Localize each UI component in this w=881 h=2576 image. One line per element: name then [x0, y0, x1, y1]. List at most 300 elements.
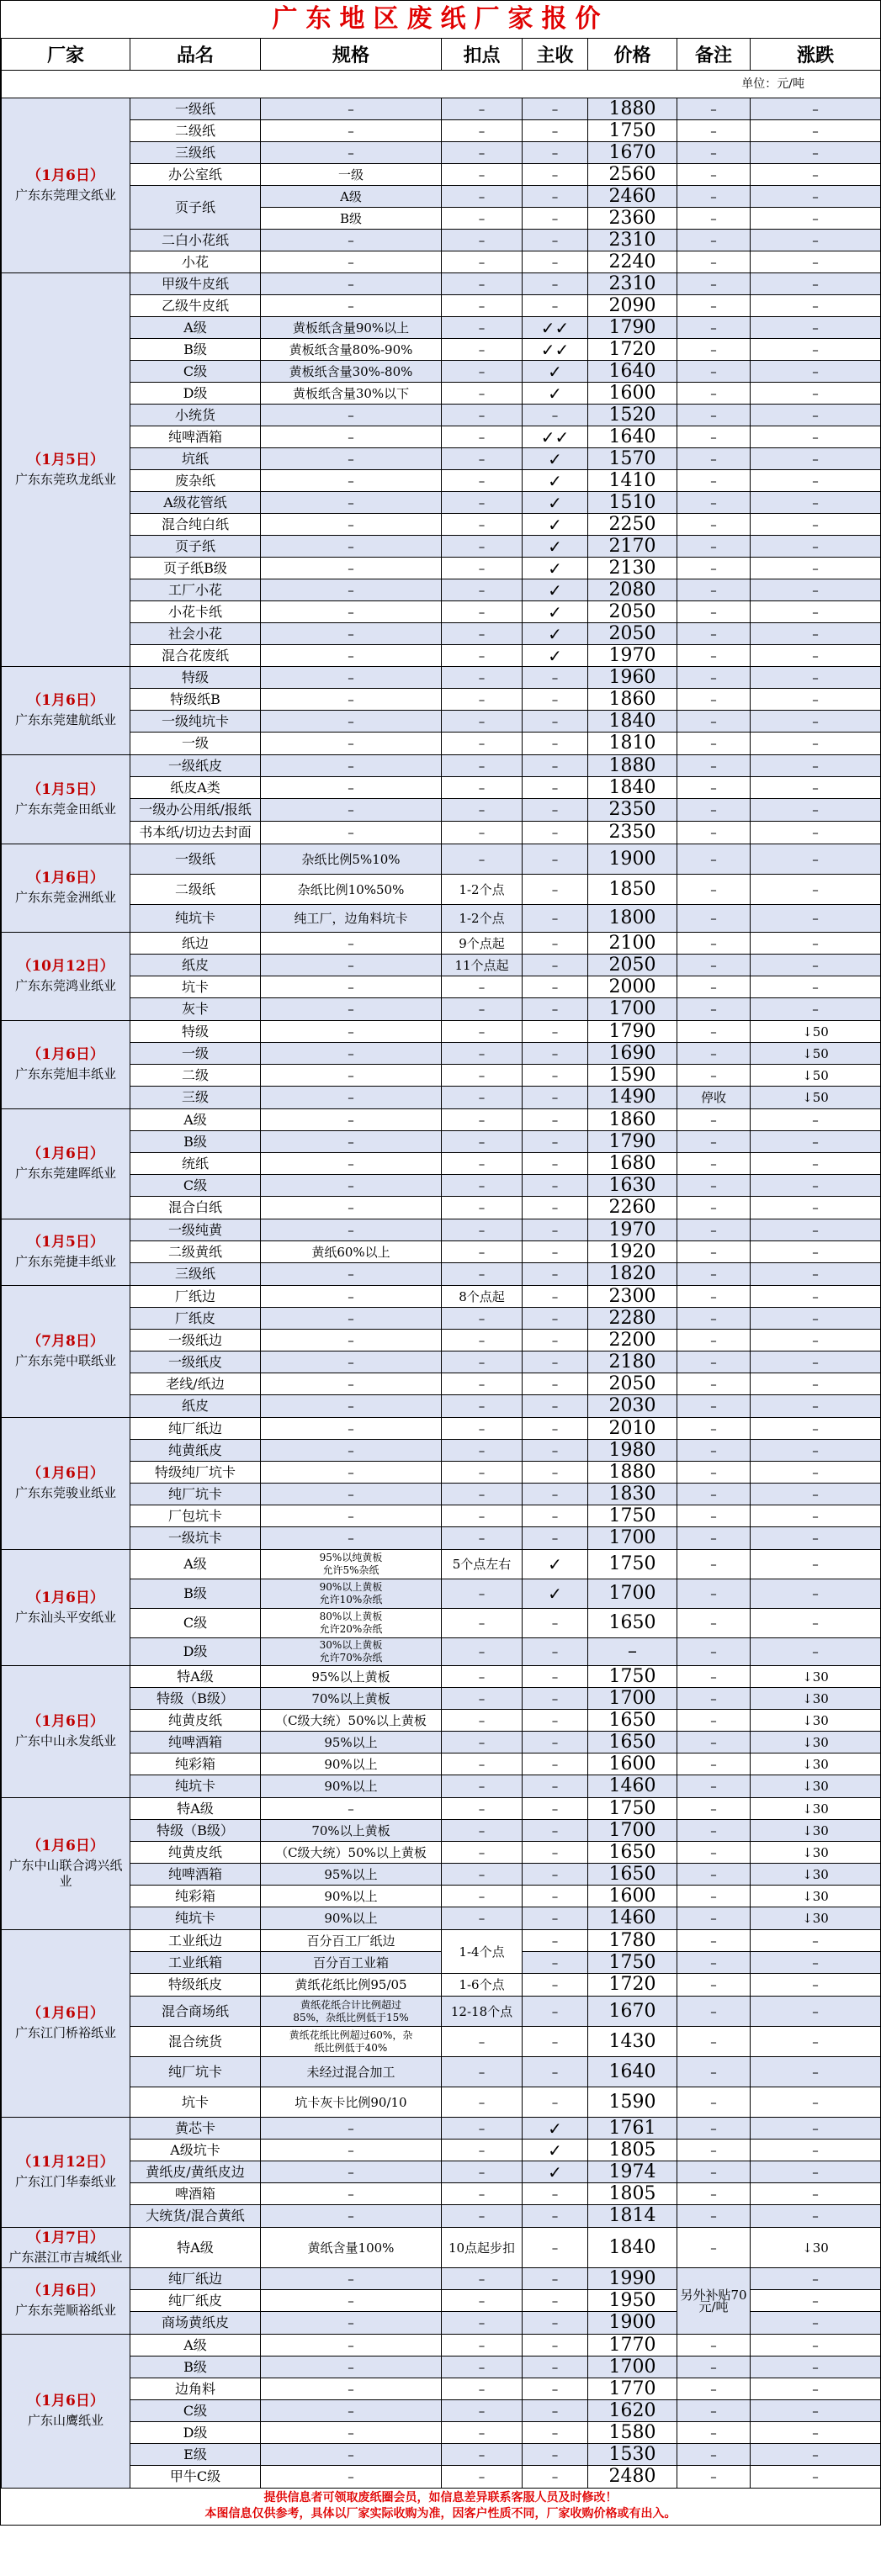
deduction: –	[442, 1688, 523, 1710]
deduction: –	[442, 1395, 523, 1418]
product-name: 特A级	[130, 1798, 261, 1820]
main-purchase: –	[523, 1219, 588, 1241]
deduction: –	[442, 230, 523, 251]
main-purchase: –	[523, 1286, 588, 1308]
table-row	[2, 1666, 881, 1688]
price: 2560	[588, 164, 677, 186]
header-row	[2, 39, 881, 71]
table-row	[2, 1907, 881, 1930]
price: 1640	[588, 361, 677, 383]
main-purchase: ✓	[523, 448, 588, 470]
price: 1770	[588, 2378, 677, 2400]
deduction: –	[442, 2268, 523, 2290]
table-row	[2, 1820, 881, 1842]
product-name: B级	[130, 1131, 261, 1153]
product-name: 二级纸	[130, 120, 261, 142]
table-row	[2, 120, 881, 142]
product-name: 一级纸皮	[130, 755, 261, 777]
price: 1460	[588, 1775, 677, 1798]
price: 1960	[588, 667, 677, 689]
product-name: A级花管纸	[130, 492, 261, 514]
price: 1920	[588, 1241, 677, 1263]
spec: （C级大统）50%以上黄板	[261, 1842, 442, 1864]
table-row	[2, 1241, 881, 1263]
main-purchase: ✓	[523, 470, 588, 492]
table-row	[2, 933, 881, 955]
table-row	[2, 1351, 881, 1373]
remark: –	[677, 361, 751, 383]
price-change: ↓50	[751, 1043, 881, 1065]
price-change: ↓50	[751, 1021, 881, 1043]
price-change: –	[751, 2118, 881, 2140]
main-purchase: ✓	[523, 536, 588, 558]
table-row	[2, 1395, 881, 1418]
main-purchase: ✓	[523, 2118, 588, 2140]
price: 2050	[588, 1373, 677, 1395]
remark: –	[677, 1638, 751, 1666]
table-row	[2, 1197, 881, 1219]
main-purchase: –	[523, 1710, 588, 1732]
deduction: –	[442, 1798, 523, 1820]
factory-date: （1月6日）	[27, 870, 104, 886]
factory-date: （1月6日）	[27, 2393, 104, 2409]
price: 2180	[588, 1351, 677, 1373]
price-change: –	[751, 2422, 881, 2444]
factory-name: 广东东莞骏业纸业	[14, 1485, 116, 1500]
remark: –	[677, 1131, 751, 1153]
deduction: –	[442, 2444, 523, 2466]
remark: –	[677, 1732, 751, 1753]
table-row	[2, 2140, 881, 2161]
main-purchase: –	[523, 844, 588, 875]
table-row	[2, 1043, 881, 1065]
remark: –	[677, 1974, 751, 1997]
price-change: –	[751, 1109, 881, 1131]
table-row	[2, 1175, 881, 1197]
spec: –	[261, 251, 442, 273]
deduction: –	[442, 579, 523, 601]
price: 1840	[588, 711, 677, 733]
deduction: –	[442, 2140, 523, 2161]
price: 1670	[588, 142, 677, 164]
product-name: 纸皮A类	[130, 777, 261, 799]
product-name: 厂纸边	[130, 1286, 261, 1308]
main-purchase: –	[523, 1527, 588, 1550]
table-row	[2, 2378, 881, 2400]
remark: –	[677, 448, 751, 470]
factory-date: （7月8日）	[27, 1333, 104, 1350]
spec: 坑卡灰卡比例90/10	[261, 2087, 442, 2118]
product-name: 统纸	[130, 1153, 261, 1175]
price: 1600	[588, 383, 677, 405]
main-purchase: ✓	[523, 383, 588, 405]
price-change: –	[751, 799, 881, 822]
factory-cell	[2, 755, 130, 844]
deduction: 12-18个点	[442, 1997, 523, 2027]
main-purchase: –	[523, 1131, 588, 1153]
factory-cell	[2, 2335, 130, 2489]
main-purchase: ✓✓	[523, 317, 588, 339]
product-name: C级	[130, 1175, 261, 1197]
main-purchase: ✓	[523, 623, 588, 645]
deduction: –	[442, 405, 523, 426]
spec: –	[261, 536, 442, 558]
main-purchase: –	[523, 1462, 588, 1484]
remark: –	[677, 1842, 751, 1864]
table-row	[2, 2335, 881, 2356]
spec: 90%以上	[261, 1907, 442, 1930]
remark: –	[677, 579, 751, 601]
price-change: –	[751, 1175, 881, 1197]
price-change: ↓50	[751, 1087, 881, 1109]
price-change: –	[751, 1440, 881, 1462]
remark: –	[677, 2228, 751, 2268]
price-change: –	[751, 1351, 881, 1373]
price-change: ↓30	[751, 1732, 881, 1753]
factory-cell	[2, 1109, 130, 1219]
factory-cell	[2, 1550, 130, 1666]
price: 2030	[588, 1395, 677, 1418]
price-change: ↓30	[751, 1666, 881, 1688]
spec: –	[261, 1263, 442, 1286]
table-row	[2, 1505, 881, 1527]
price-change: –	[751, 1197, 881, 1219]
spec: 70%以上黄板	[261, 1688, 442, 1710]
price-change: –	[751, 2378, 881, 2400]
spec: –	[261, 2268, 442, 2290]
price: 1850	[588, 875, 677, 905]
remark: –	[677, 1907, 751, 1930]
price: 1700	[588, 1579, 677, 1609]
deduction: –	[442, 1886, 523, 1907]
deduction: –	[442, 536, 523, 558]
deduction: –	[442, 1153, 523, 1175]
price-change: –	[751, 2205, 881, 2228]
deduction: –	[442, 1907, 523, 1930]
main-purchase: –	[523, 955, 588, 976]
spec: –	[261, 711, 442, 733]
spec: –	[261, 405, 442, 426]
main-purchase: –	[523, 2027, 588, 2057]
remark: –	[677, 1952, 751, 1974]
price: 1630	[588, 1175, 677, 1197]
factory-name: 广东东莞理文纸业	[14, 187, 116, 203]
price: 1970	[588, 645, 677, 667]
deduction: –	[442, 1666, 523, 1688]
price-change: –	[751, 317, 881, 339]
price: 1650	[588, 1864, 677, 1886]
deduction: –	[442, 601, 523, 623]
remark: –	[677, 799, 751, 822]
price-change: ↓30	[751, 1710, 881, 1732]
spec: –	[261, 1798, 442, 1820]
main-purchase: ✓	[523, 361, 588, 383]
price: 1900	[588, 844, 677, 875]
deduction: –	[442, 1820, 523, 1842]
table-row	[2, 799, 881, 822]
price: 2480	[588, 2466, 677, 2489]
price: –	[588, 1638, 677, 1666]
product-name: 一级	[130, 733, 261, 755]
product-name: C级	[130, 2400, 261, 2422]
product-name: 纯厂坑卡	[130, 2057, 261, 2087]
factory-date: （11月12日）	[17, 2154, 114, 2171]
deduction: –	[442, 361, 523, 383]
product-name: 纯啤酒箱	[130, 1864, 261, 1886]
product-name: 纯坑卡	[130, 1775, 261, 1798]
spec: –	[261, 579, 442, 601]
product-name: C级	[130, 1609, 261, 1638]
price: 1590	[588, 2087, 677, 2118]
price: 1580	[588, 2422, 677, 2444]
main-purchase: –	[523, 1798, 588, 1820]
product-name: 边角料	[130, 2378, 261, 2400]
deduction: –	[442, 976, 523, 998]
product-name: 页子纸	[130, 186, 261, 230]
main-purchase: –	[523, 1820, 588, 1842]
table-row	[2, 1219, 881, 1241]
remark: –	[677, 295, 751, 317]
main-purchase: –	[523, 1638, 588, 1666]
price-change: –	[751, 273, 881, 295]
table-row	[2, 2400, 881, 2422]
price: 1790	[588, 317, 677, 339]
product-name: 小统货	[130, 405, 261, 426]
deduction: –	[442, 1527, 523, 1550]
deduction: –	[442, 2335, 523, 2356]
price-change: –	[751, 295, 881, 317]
deduction: –	[442, 514, 523, 536]
main-purchase: –	[523, 1153, 588, 1175]
main-purchase: –	[523, 711, 588, 733]
product-name: A级	[130, 2335, 261, 2356]
price: 1790	[588, 1021, 677, 1043]
spec: –	[261, 2140, 442, 2161]
table-row	[2, 295, 881, 317]
remark: –	[677, 1021, 751, 1043]
table-row	[2, 1710, 881, 1732]
price: 1990	[588, 2268, 677, 2290]
table-row	[2, 448, 881, 470]
remark: –	[677, 1886, 751, 1907]
remark: –	[677, 142, 751, 164]
product-name: 一级纯黄	[130, 1219, 261, 1241]
product-name: 三级纸	[130, 142, 261, 164]
remark: 另外补贴70元/吨	[677, 2268, 751, 2335]
product-name: 纯黄皮纸	[130, 1842, 261, 1864]
price-change: –	[751, 844, 881, 875]
price-change: –	[751, 755, 881, 777]
price: 1750	[588, 1798, 677, 1820]
main-purchase: –	[523, 2378, 588, 2400]
factory-name: 广东中山永发纸业	[14, 1733, 116, 1748]
factory-cell	[2, 2228, 130, 2268]
price-change: –	[751, 976, 881, 998]
price-change: –	[751, 1263, 881, 1286]
deduction: –	[442, 339, 523, 361]
price-change: ↓30	[751, 1820, 881, 1842]
remark: –	[677, 1043, 751, 1065]
price-change: –	[751, 1638, 881, 1666]
table-row	[2, 492, 881, 514]
remark: –	[677, 2400, 751, 2422]
spec: –	[261, 448, 442, 470]
main-purchase: –	[523, 1907, 588, 1930]
remark: –	[677, 2422, 751, 2444]
table-row	[2, 2118, 881, 2140]
main-purchase: –	[523, 273, 588, 295]
main-purchase: –	[523, 120, 588, 142]
price-change: –	[751, 667, 881, 689]
product-name: 特级（B级）	[130, 1820, 261, 1842]
spec: –	[261, 558, 442, 579]
factory-date: （1月5日）	[27, 1234, 104, 1251]
price-change: ↓30	[751, 1864, 881, 1886]
product-name: 纯坑卡	[130, 1907, 261, 1930]
price: 1840	[588, 777, 677, 799]
factory-name: 广东东莞金田纸业	[14, 801, 116, 817]
price: 1430	[588, 2027, 677, 2057]
main-purchase: –	[523, 1505, 588, 1527]
main-purchase: –	[523, 1418, 588, 1440]
remark: –	[677, 1710, 751, 1732]
factory-name: 广东东莞建晖纸业	[14, 1166, 116, 1181]
deduction: –	[442, 645, 523, 667]
price-change: –	[751, 339, 881, 361]
deduction: –	[442, 2183, 523, 2205]
deduction: –	[442, 1197, 523, 1219]
footer-note	[1, 2489, 880, 2525]
table-row	[2, 1974, 881, 1997]
price-change: –	[751, 1930, 881, 1952]
product-name: 纯彩箱	[130, 1753, 261, 1775]
spec: –	[261, 2400, 442, 2422]
main-purchase: –	[523, 976, 588, 998]
remark: –	[677, 1308, 751, 1330]
price-change: –	[751, 2335, 881, 2356]
product-name: 纯黄纸皮	[130, 1440, 261, 1462]
deduction: –	[442, 1579, 523, 1609]
remark: –	[677, 1505, 751, 1527]
price-change: –	[751, 2161, 881, 2183]
spec: –	[261, 1395, 442, 1418]
remark: –	[677, 777, 751, 799]
table-row	[2, 1109, 881, 1131]
table-row	[2, 339, 881, 361]
product-name: A级	[130, 1550, 261, 1579]
spec: –	[261, 733, 442, 755]
price-change: –	[751, 733, 881, 755]
remark: –	[677, 98, 751, 120]
factory-cell	[2, 273, 130, 667]
product-name: 二白小花纸	[130, 230, 261, 251]
factory-date: （1月6日）	[27, 1465, 104, 1482]
factory-date: （1月6日）	[27, 2282, 104, 2299]
factory-date: （1月5日）	[27, 780, 104, 798]
price: 1600	[588, 1753, 677, 1775]
product-name: 特级	[130, 667, 261, 689]
deduction: 1-2个点	[442, 905, 523, 933]
col-header-spec: 规格	[261, 39, 442, 71]
factory-date: （1月6日）	[27, 1046, 104, 1063]
price-change: ↓30	[751, 1907, 881, 1930]
price: 1650	[588, 1609, 677, 1638]
table-row	[2, 383, 881, 405]
remark: –	[677, 1440, 751, 1462]
remark: –	[677, 623, 751, 645]
product-name: 特级纸皮	[130, 1974, 261, 1997]
price-change: –	[751, 933, 881, 955]
spec: 黄纸含量100%	[261, 2228, 442, 2268]
price: 1720	[588, 339, 677, 361]
product-name: 纸皮	[130, 1395, 261, 1418]
deduction: 1-2个点	[442, 875, 523, 905]
spec: –	[261, 1065, 442, 1087]
spec: –	[261, 955, 442, 976]
product-name: 页子纸B级	[130, 558, 261, 579]
deduction: –	[442, 998, 523, 1021]
main-purchase: –	[523, 2400, 588, 2422]
remark: –	[677, 2205, 751, 2228]
price: 1900	[588, 2312, 677, 2335]
deduction: –	[442, 1241, 523, 1263]
main-purchase: –	[523, 1241, 588, 1263]
spec: –	[261, 2444, 442, 2466]
price-change: –	[751, 1395, 881, 1418]
table-row	[2, 1087, 881, 1109]
price-change: –	[751, 251, 881, 273]
spec: –	[261, 1484, 442, 1505]
product-name: 混合白纸	[130, 1197, 261, 1219]
price: 1750	[588, 120, 677, 142]
table-row	[2, 2422, 881, 2444]
remark: –	[677, 1798, 751, 1820]
price: 2170	[588, 536, 677, 558]
price-change: –	[751, 142, 881, 164]
price-change: –	[751, 2312, 881, 2335]
remark: –	[677, 2335, 751, 2356]
footer-line-2: 本图信息仅供参考，具体以厂家实际收购为准，因客户性质不同，厂家收购价格或有出入。	[204, 2507, 677, 2520]
remark: –	[677, 1286, 751, 1308]
remark: –	[677, 492, 751, 514]
remark: –	[677, 1418, 751, 1440]
product-name: 纸皮	[130, 955, 261, 976]
spec: –	[261, 514, 442, 536]
price-change: –	[751, 492, 881, 514]
remark: –	[677, 2087, 751, 2118]
price: 2100	[588, 933, 677, 955]
spec: 黄板纸含量30%以下	[261, 383, 442, 405]
product-name: 一级纸边	[130, 1330, 261, 1351]
product-name: 小花卡纸	[130, 601, 261, 623]
spec: 95%以上	[261, 1864, 442, 1886]
spec: –	[261, 1462, 442, 1484]
table-row	[2, 1286, 881, 1308]
col-header-change: 涨跌	[751, 39, 881, 71]
product-name: A级	[130, 1109, 261, 1131]
price-change: ↓30	[751, 1688, 881, 1710]
product-name: 社会小花	[130, 623, 261, 645]
spec: –	[261, 470, 442, 492]
remark: –	[677, 2356, 751, 2378]
remark: –	[677, 1330, 751, 1351]
deduction: –	[442, 1864, 523, 1886]
factory-cell	[2, 1418, 130, 1550]
product-name: B级	[130, 339, 261, 361]
price-change: –	[751, 2290, 881, 2312]
main-purchase: –	[523, 2228, 588, 2268]
product-name: C级	[130, 361, 261, 383]
